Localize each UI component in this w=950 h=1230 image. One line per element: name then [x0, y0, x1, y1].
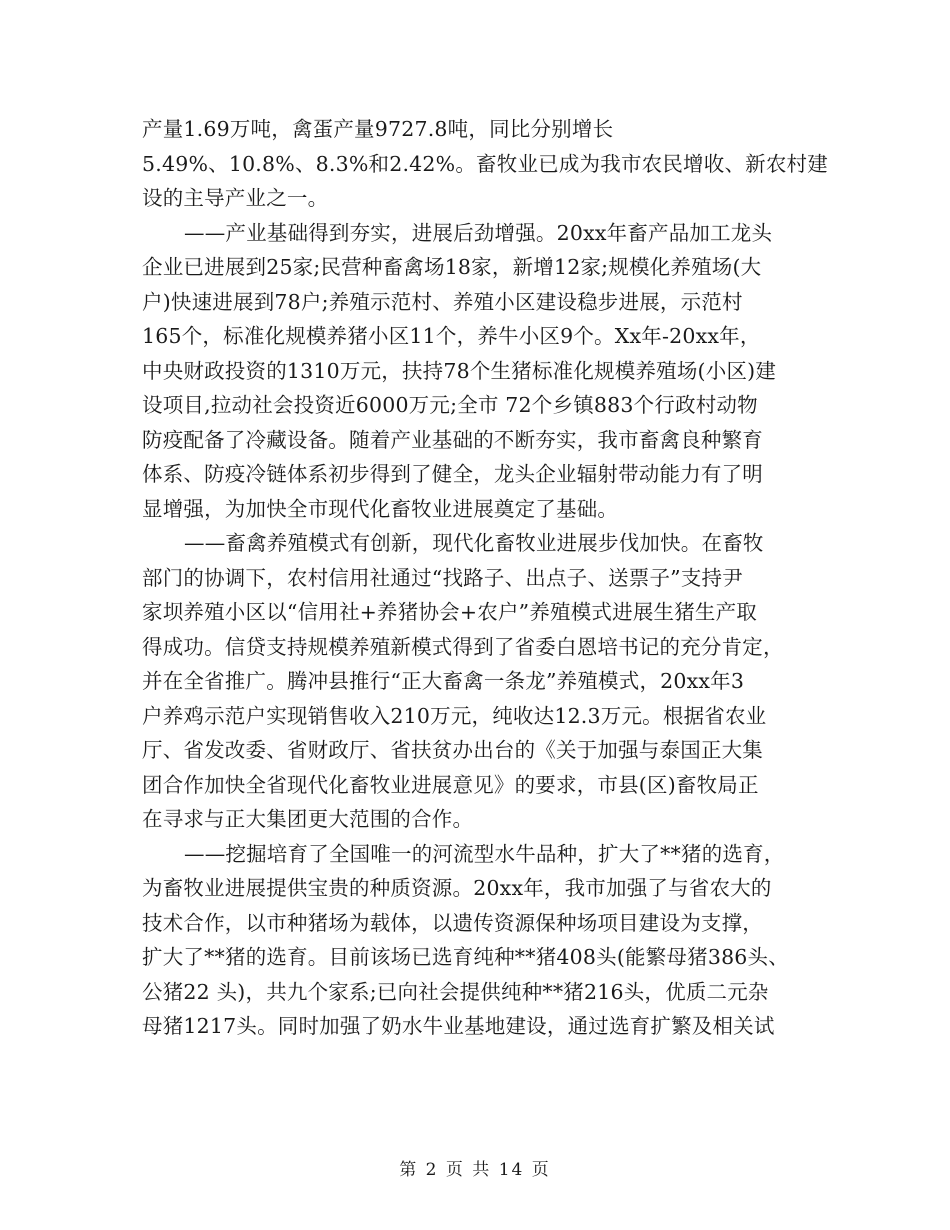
- text-line: 为畜牧业进展提供宝贵的种质资源。20xx年，我市加强了与省农大的: [142, 876, 772, 900]
- text-line: 户养鸡示范户实现销售收入210万元，纯收达12.3万元。根据省农业: [142, 703, 767, 728]
- text-line: 部门的协调下，农村信用社通过“找路子、出点子、送票子”支持尹: [142, 565, 743, 590]
- text-line: 团合作加快全省现代化畜牧业进展意见》的要求，市县(区)畜牧局正: [142, 772, 759, 797]
- text-line: 扩大了**猪的选育。目前该场已选育纯种**猪408头(能繁母猪386头、: [142, 945, 789, 969]
- text-line: 并在全省推广。腾冲县推行“正大畜禽一条龙”养殖模式，20xx年3: [142, 669, 745, 693]
- text-line: 设项目,拉动社会投资近6000万元;全市 72个乡镇883个行政村动物: [142, 393, 758, 417]
- text-line: 厅、省发改委、省财政厅、省扶贫办出台的《关于加强与泰国正大集: [142, 738, 763, 762]
- text-line: 户)快速进展到78户;养殖示范村、养殖小区建设稳步进展，示范村: [142, 289, 743, 314]
- text-line: 5.49%、10.8%、8.3%和2.42%。畜牧业已成为我市农民增收、新农村建: [142, 151, 828, 176]
- text-line: 体系、防疫冷链体系初步得到了健全，龙头企业辐射带动能力有了明: [142, 462, 763, 486]
- text-line: 家坝养殖小区以“信用社+养猪协会+农户”养殖模式进展生猪生产取: [142, 600, 758, 624]
- text-line: 防疫配备了冷藏设备。随着产业基础的不断夯实，我市畜禽良种繁育: [142, 427, 763, 452]
- text-line: 产量1.69万吨，禽蛋产量9727.8吨，同比分别增长: [142, 117, 614, 141]
- body-text: [142, 112, 828, 1044]
- text-line: 中央财政投资的1310万元，扶持78个生猪标准化规模养殖场(小区)建: [142, 358, 777, 383]
- text-line: 母猪1217头。同时加强了奶水牛业基地建设，通过选育扩繁及相关试: [142, 1014, 775, 1038]
- page-number-footer: 第 2 页 共 14 页: [399, 1160, 551, 1180]
- paragraph-start-line: ——挖掘培育了全国唯一的河流型水牛品种，扩大了**猪的选育，: [184, 841, 785, 866]
- text-line: 设的主导产业之一。: [142, 186, 329, 210]
- text-line: 显增强，为加快全市现代化畜牧业进展奠定了基础。: [142, 496, 619, 521]
- text-line: 企业已进展到25家;民营种畜禽场18家，新增12家;规模化养殖场(大: [142, 255, 762, 279]
- text-line: 公猪22 头)，共九个家系;已向社会提供纯种**猪216头，优质二元杂: [142, 979, 769, 1004]
- text-line: 165个，标准化规模养猪小区11个，养牛小区9个。Xx年-20xx年，: [142, 324, 761, 348]
- text-line: 得成功。信贷支持规模养殖新模式得到了省委白恩培书记的充分肯定，: [142, 634, 784, 659]
- paragraph-start-line: ——畜禽养殖模式有创新，现代化畜牧业进展步伐加快。在畜牧: [184, 531, 764, 555]
- text-line: 技术合作，以市种猪场为载体，以遗传资源保种场项目建设为支撑，: [142, 910, 763, 935]
- paragraph-start-line: ——产业基础得到夯实，进展后劲增强。20xx年畜产品加工龙头: [184, 220, 773, 245]
- text-line: 在寻求与正大集团更大范围的合作。: [142, 807, 474, 831]
